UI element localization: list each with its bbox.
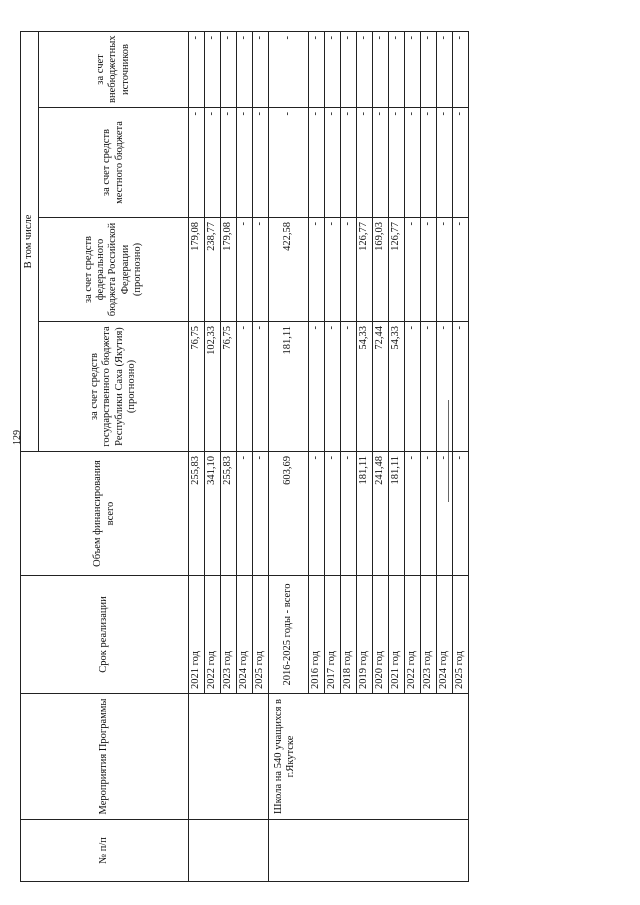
- cell-period: 2024 год: [437, 576, 453, 694]
- cell-federal: -: [237, 218, 253, 322]
- cell-period: 2016-2025 годы - всего: [269, 576, 309, 694]
- cell-total: 241,48: [373, 452, 389, 576]
- cell-event: Школа на 540 учащихся в г.Якутске: [269, 694, 469, 820]
- header-total: Объем финансирования всего: [21, 452, 189, 576]
- cell-republic: 181,11: [269, 322, 309, 452]
- cell-total: -: [405, 452, 421, 576]
- cell-extra: -: [221, 31, 237, 107]
- cell-total: 341,10: [205, 452, 221, 576]
- cell-extra: -: [437, 31, 453, 107]
- cell-local: -: [205, 108, 221, 218]
- cell-federal: 179,08: [189, 218, 205, 322]
- cell-republic: 76,75: [221, 322, 237, 452]
- cell-period: 2022 год: [205, 576, 221, 694]
- cell-republic: -: [421, 322, 437, 452]
- cell-event: [189, 694, 269, 820]
- cell-local: -: [221, 108, 237, 218]
- header-republic: за счет средств государственного бюджета Республики Саха (Якутия) (прогнозно): [39, 322, 189, 452]
- cell-period: 2021 год: [389, 576, 405, 694]
- financing-table: [20, 31, 469, 882]
- cell-local: -: [421, 108, 437, 218]
- header-federal: за счет средств федерального бюджета Российской Федерации (прогнозно): [39, 218, 189, 322]
- cell-total: 603,69: [269, 452, 309, 576]
- cell-republic: 72,44: [373, 322, 389, 452]
- cell-federal: -: [421, 218, 437, 322]
- cell-extra: -: [341, 31, 357, 107]
- cell-extra: -: [205, 31, 221, 107]
- cell-local: -: [437, 108, 453, 218]
- cell-extra: -: [269, 31, 309, 107]
- cell-republic: -: [453, 322, 469, 452]
- cell-total: 181,11: [389, 452, 405, 576]
- header-num: № п/п: [21, 820, 189, 882]
- page-number: 129: [12, 430, 23, 445]
- cell-total: 255,83: [221, 452, 237, 576]
- cell-federal: -: [325, 218, 341, 322]
- cell-federal: 422,58: [269, 218, 309, 322]
- cell-local: -: [269, 108, 309, 218]
- cell-local: -: [373, 108, 389, 218]
- cell-extra: -: [189, 31, 205, 107]
- cell-extra: -: [389, 31, 405, 107]
- cell-federal: 126,77: [357, 218, 373, 322]
- table-row: [269, 31, 309, 881]
- cell-republic: -: [405, 322, 421, 452]
- cell-period: 2017 год: [325, 576, 341, 694]
- cell-period: 2025 год: [453, 576, 469, 694]
- cell-num: [269, 820, 469, 882]
- cell-republic: -: [325, 322, 341, 452]
- cell-republic: -: [341, 322, 357, 452]
- cell-extra: -: [405, 31, 421, 107]
- cell-federal: -: [341, 218, 357, 322]
- cell-local: -: [325, 108, 341, 218]
- cell-local: -: [341, 108, 357, 218]
- cell-federal: 126,77: [389, 218, 405, 322]
- cell-extra: -: [253, 31, 269, 107]
- cell-period: 2020 год: [373, 576, 389, 694]
- cell-total: -: [253, 452, 269, 576]
- header-including: В том числе: [21, 31, 39, 451]
- cell-republic: 54,33: [357, 322, 373, 452]
- cell-local: -: [357, 108, 373, 218]
- cell-total: -: [341, 452, 357, 576]
- cell-local: -: [253, 108, 269, 218]
- cell-period: 2022 год: [405, 576, 421, 694]
- cell-federal: 169,03: [373, 218, 389, 322]
- cell-federal: -: [453, 218, 469, 322]
- cell-total: -: [237, 452, 253, 576]
- cell-federal: -: [309, 218, 325, 322]
- cell-federal: -: [405, 218, 421, 322]
- header-extra: за счет внебюджетных источников: [39, 31, 189, 107]
- cell-period: 2024 год: [237, 576, 253, 694]
- cell-total: -: [437, 452, 453, 576]
- cell-local: -: [389, 108, 405, 218]
- cell-total: -: [453, 452, 469, 576]
- cell-federal: 238,77: [205, 218, 221, 322]
- cell-republic: 102,33: [205, 322, 221, 452]
- cell-extra: -: [325, 31, 341, 107]
- header-event: Мероприятия Программы: [21, 694, 189, 820]
- cell-republic: -: [237, 322, 253, 452]
- cell-period: 2023 год: [421, 576, 437, 694]
- cell-republic: -: [253, 322, 269, 452]
- cell-total: -: [309, 452, 325, 576]
- cell-local: -: [405, 108, 421, 218]
- cell-republic: 54,33: [389, 322, 405, 452]
- cell-period: 2016 год: [309, 576, 325, 694]
- cell-local: -: [237, 108, 253, 218]
- cell-extra: -: [237, 31, 253, 107]
- cell-period: 2019 год: [357, 576, 373, 694]
- header-period: Срок реализации: [21, 576, 189, 694]
- cell-federal: 179,08: [221, 218, 237, 322]
- cell-local: -: [309, 108, 325, 218]
- cell-extra: -: [309, 31, 325, 107]
- cell-local: -: [453, 108, 469, 218]
- header-local: за счет средств местного бюджета: [39, 108, 189, 218]
- cell-period: 2023 год: [221, 576, 237, 694]
- cell-period: 2025 год: [253, 576, 269, 694]
- cell-period: 2018 год: [341, 576, 357, 694]
- cell-federal: -: [437, 218, 453, 322]
- cell-total: 255,83: [189, 452, 205, 576]
- cell-total: -: [325, 452, 341, 576]
- cell-republic: 76,75: [189, 322, 205, 452]
- cell-extra: -: [421, 31, 437, 107]
- cell-republic: -: [309, 322, 325, 452]
- cell-extra: -: [357, 31, 373, 107]
- cell-num: [189, 820, 269, 882]
- cell-federal: -: [253, 218, 269, 322]
- cell-period: 2021 год: [189, 576, 205, 694]
- cell-total: 181,11: [357, 452, 373, 576]
- cell-extra: -: [373, 31, 389, 107]
- table-row: [189, 31, 205, 881]
- cell-local: -: [189, 108, 205, 218]
- cell-extra: -: [453, 31, 469, 107]
- cell-republic: -: [437, 322, 453, 452]
- cell-total: -: [421, 452, 437, 576]
- rotated-table-wrapper: [20, 32, 466, 882]
